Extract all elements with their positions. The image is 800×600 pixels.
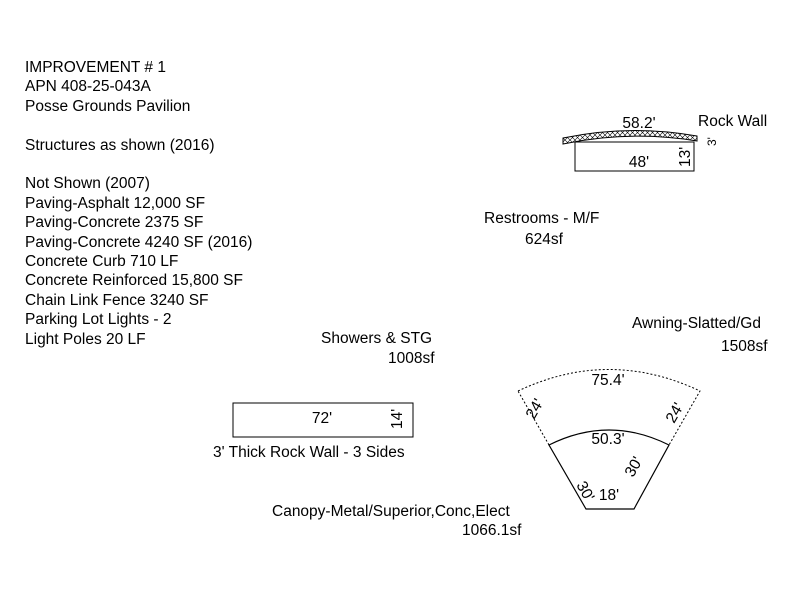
rock-wall-thickness: 3' bbox=[705, 137, 719, 146]
rock-wall-length: 58.2' bbox=[622, 115, 656, 132]
restroom-area: 624sf bbox=[525, 231, 563, 248]
note-line: Concrete Reinforced 15,800 SF bbox=[25, 272, 243, 290]
note-line: Parking Lot Lights - 2 bbox=[25, 311, 172, 329]
note-line: Posse Grounds Pavilion bbox=[25, 97, 191, 115]
showers-wall-note: 3' Thick Rock Wall - 3 Sides bbox=[213, 444, 405, 461]
note-line: Not Shown (2007) bbox=[25, 175, 150, 193]
restroom-label: Restrooms - M/F bbox=[484, 210, 600, 227]
showers-depth: 14' bbox=[389, 408, 406, 429]
awning-left-side: 24' bbox=[522, 396, 548, 422]
note-line: APN 408-25-043A bbox=[25, 78, 151, 96]
awning-right-side: 24' bbox=[662, 400, 688, 426]
awning-label: Awning-Slatted/Gd bbox=[632, 315, 761, 332]
note-line: Paving-Concrete 2375 SF bbox=[25, 214, 204, 232]
awning-outer-arc: 75.4' bbox=[591, 372, 625, 389]
note-line: IMPROVEMENT # 1 bbox=[25, 59, 166, 76]
canopy-right-side: 30' bbox=[621, 454, 647, 480]
showers-label: Showers & STG bbox=[321, 330, 433, 347]
note-line: Paving-Asphalt 12,000 SF bbox=[25, 194, 206, 212]
note-line: Structures as shown (2016) bbox=[25, 136, 215, 154]
canopy-bottom: 18' bbox=[598, 487, 620, 504]
note-line: Light Poles 20 LF bbox=[25, 330, 146, 348]
awning-group bbox=[518, 315, 768, 445]
restroom-length: 48' bbox=[628, 154, 650, 171]
rock-wall-label: Rock Wall bbox=[698, 113, 768, 130]
canopy-area: 1066.1sf bbox=[462, 522, 522, 539]
restroom-depth: 13' bbox=[677, 146, 694, 167]
showers-area: 1008sf bbox=[388, 350, 435, 367]
note-line: Concrete Curb 710 LF bbox=[25, 253, 179, 271]
note-line: Chain Link Fence 3240 SF bbox=[25, 291, 209, 309]
showers-group bbox=[213, 330, 435, 461]
note-line: Paving-Concrete 4240 SF (2016) bbox=[25, 233, 253, 251]
awning-area: 1508sf bbox=[721, 338, 768, 355]
showers-length: 72' bbox=[311, 410, 333, 427]
canopy-inner-arc: 50.3' bbox=[591, 431, 625, 448]
canopy-label: Canopy-Metal/Superior,Conc,Elect bbox=[272, 503, 510, 520]
restroom-group bbox=[484, 113, 767, 248]
canopy-left-side: 30' bbox=[572, 478, 598, 505]
